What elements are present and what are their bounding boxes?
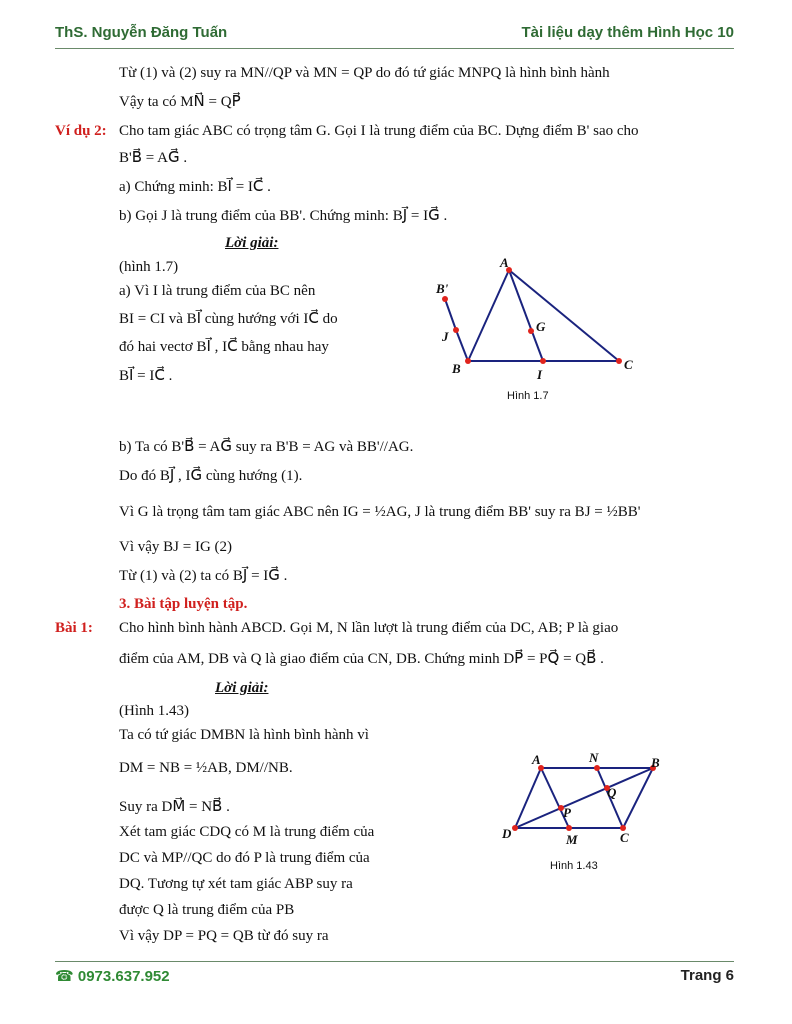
text-line: điểm của AM, DB và Q là giao điểm của CN, DB. Chứng minh DP⃗ = PQ⃗ = QB⃗ . [119,651,604,667]
text-line: DM = NB = ½AB, DM//NB. [119,760,293,776]
section-heading: 3. Bài tập luyện tập. [119,596,248,612]
point-label: A [532,752,541,767]
point-label: B [452,361,461,376]
text-line: Cho tam giác ABC có trọng tâm G. Gọi I là trung điểm của BC. Dựng điểm B' sao cho [119,123,639,139]
document-title: Tài liệu dạy thêm Hình Học 10 [521,24,734,41]
text-line: Cho hình bình hành ABCD. Gọi M, N lần lượt là trung điểm của DC, AB; P là giao [119,620,619,636]
point-label: B [651,755,660,770]
text-line: Do đó BJ⃗ , IG⃗ cùng hướng (1). [119,468,303,484]
footer-divider [55,961,734,962]
point-label: M [566,832,578,847]
point-label: C [620,830,629,845]
point-label: J [442,329,449,344]
point-label: Q [607,785,617,800]
text-line: Suy ra DM⃗ = NB⃗ . [119,799,230,815]
phone-number: ☎ 0973.637.952 [55,968,170,985]
text-line: Xét tam giác CDQ có M là trung điểm của [119,824,375,840]
text-line: b) Gọi J là trung điểm của BB'. Chứng minh: BJ⃗ = IG⃗ . [119,208,448,224]
text-line: đó hai vectơ BI⃗ , IC⃗ bằng nhau hay [119,339,329,355]
point-label: C [624,357,633,372]
point-label: A [500,255,509,270]
header-divider [55,48,734,49]
text-line: (hình 1.7) [119,259,179,275]
figure-caption: Hình 1.7 [507,390,549,402]
text-line: Vì vậy BJ = IG (2) [119,539,233,555]
text-line: Vì G là trọng tâm tam giác ABC nên IG = ½AG, J là trung điểm BB' suy ra BJ = ½BB' [119,504,641,520]
solution-heading: Lời giải: [225,235,279,251]
text-line: Vì vậy DP = PQ = QB từ đó suy ra [119,928,329,944]
figure-caption: Hình 1.43 [550,860,598,872]
text-line: Vậy ta có MN⃗ = QP⃗ [119,94,241,110]
text-line: Ta có tứ giác DMBN là hình bình hành vì [119,727,369,743]
text-line: (Hình 1.43) [119,703,189,719]
point-label: P [563,805,571,820]
text-line: a) Chứng minh: BI⃗ = IC⃗ . [119,179,271,195]
text-line: a) Vì I là trung điểm của BC nên [119,283,316,299]
point-label: D [502,826,512,841]
parallelogram-figure [495,745,675,850]
text-line: được Q là trung điểm của PB [119,902,295,918]
example-label: Ví dụ 2: [55,123,107,139]
solution-heading: Lời giải: [215,680,269,696]
page-footer [55,967,734,989]
text-line: B'B⃗ = AG⃗ . [119,150,188,166]
point-label: N [589,750,599,765]
text-line: Từ (1) và (2) suy ra MN//QP và MN = QP do đó tứ giác MNPQ là hình bình hành [119,65,610,81]
point-label: I [537,367,543,382]
text-line: DC và MP//QC do đó P là trung điểm của [119,850,370,866]
text-line: BI⃗ = IC⃗ . [119,368,173,384]
point-label: G [536,319,546,334]
text-line: b) Ta có B'B⃗ = AG⃗ suy ra B'B = AG và BB'//AG. [119,439,414,455]
exercise-label: Bài 1: [55,620,93,636]
text-line: BI = CI và BI⃗ cùng hướng với IC⃗ do [119,311,338,327]
point-label: B' [436,281,449,296]
page-number: Trang 6 [680,967,734,984]
text-line: DQ. Tương tự xét tam giác ABP suy ra [119,876,353,892]
author-name: ThS. Nguyễn Đăng Tuấn [55,24,228,41]
text-line: Từ (1) và (2) ta có BJ⃗ = IG⃗ . [119,568,288,584]
page-header [55,24,734,46]
